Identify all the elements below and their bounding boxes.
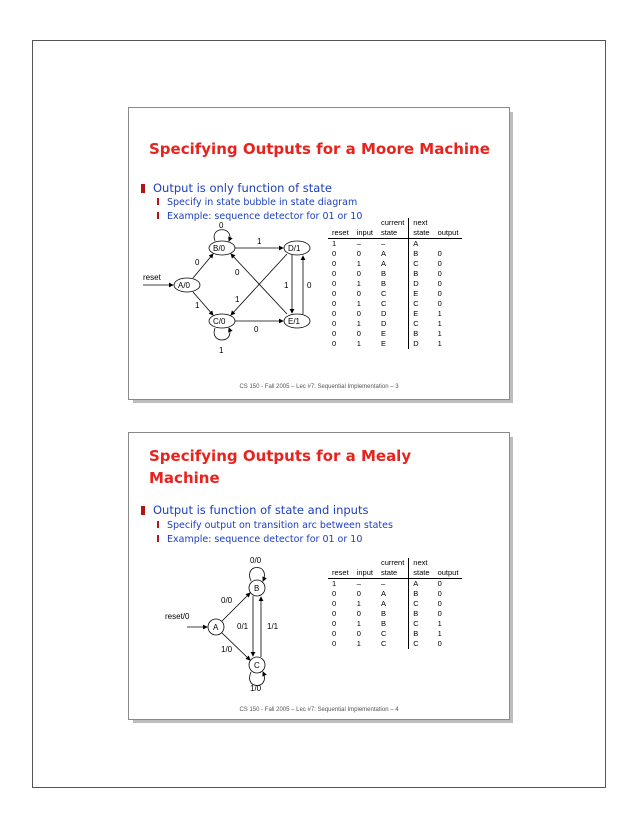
table-cell: – — [380, 239, 386, 248]
table-cell: E — [380, 329, 386, 338]
table-cell: C — [380, 639, 387, 648]
table-header-cell: current — [380, 558, 405, 567]
table-cell: 0 — [332, 639, 337, 648]
table-cell: 0 — [332, 589, 337, 598]
edge-label: 0/1 — [237, 622, 249, 631]
table-header-cell: next — [409, 218, 434, 228]
table-cell: C — [380, 289, 387, 298]
table-cell: C — [409, 319, 434, 329]
edge-label: 1 — [219, 346, 224, 355]
table-row — [328, 579, 462, 590]
table-cell: 1 — [356, 599, 361, 608]
state-d-label: D/1 — [288, 244, 301, 253]
table-cell: 0 — [437, 279, 442, 288]
reset-label: reset/0 — [165, 612, 190, 621]
table-row — [328, 339, 462, 349]
table-cell: C — [409, 299, 434, 309]
state-c-label: C/0 — [213, 317, 226, 326]
edge-label: 0 — [235, 268, 240, 277]
table-cell: 0 — [332, 629, 337, 638]
table-cell: – — [356, 579, 361, 588]
edge-label: 1 — [195, 301, 200, 310]
table-header-cell — [353, 218, 377, 228]
table-cell: 0 — [356, 289, 361, 298]
state-d — [284, 241, 310, 255]
table-cell: 0 — [356, 609, 361, 618]
table-cell: C — [409, 599, 434, 609]
table-cell: 0 — [356, 249, 361, 258]
table-header-cell: reset — [328, 228, 353, 239]
table-cell: E — [409, 309, 434, 319]
table-cell: B — [380, 279, 386, 288]
table-header — [328, 568, 462, 579]
table-cell: 1 — [332, 579, 337, 588]
state-e — [284, 314, 310, 328]
table-cell: 0 — [356, 309, 361, 318]
table-header-cell: output — [434, 228, 463, 239]
table-cell: 0 — [437, 639, 442, 648]
table-cell: E — [409, 289, 434, 299]
table-cell: 1 — [332, 239, 337, 248]
slide-title-line: Specifying Outputs for a Mealy — [149, 447, 412, 465]
table-cell: B — [409, 629, 434, 639]
table-cell: 0 — [332, 329, 337, 338]
table-cell: C — [380, 299, 387, 308]
moore-transition-table — [328, 218, 462, 349]
reset-label: reset — [143, 273, 161, 282]
table-cell: B — [380, 269, 386, 278]
table-row — [328, 289, 462, 299]
table-cell: C — [409, 259, 434, 269]
table-cell: A — [380, 249, 386, 258]
table-header-cell: input — [353, 568, 377, 579]
table-row — [328, 269, 462, 279]
table-row — [328, 619, 462, 629]
edge-label: 1 — [257, 237, 262, 246]
table-cell: 1 — [437, 329, 442, 338]
table-cell: D — [380, 309, 387, 318]
table-header-cell: current — [380, 218, 405, 227]
table-cell: A — [409, 579, 434, 590]
table-cell: 1 — [356, 299, 361, 308]
table-cell: 0 — [332, 609, 337, 618]
table-cell — [434, 239, 463, 250]
table-cell: 0 — [332, 269, 337, 278]
state-b — [249, 580, 265, 596]
table-row — [328, 599, 462, 609]
slide-title: Specifying Outputs for a Moore Machine — [149, 140, 490, 158]
table-cell: 0 — [332, 619, 337, 628]
table-cell: 0 — [437, 269, 442, 278]
table-header-cell — [434, 218, 463, 228]
bullet-text: Output is only function of state — [153, 181, 332, 195]
table-cell: E — [380, 339, 386, 348]
table-cell: 0 — [437, 609, 442, 618]
table-row — [328, 299, 462, 309]
state-a-label: A — [213, 623, 219, 632]
table-cell: 1 — [356, 279, 361, 288]
edge-label: 0 — [307, 281, 312, 290]
table-cell: 0 — [356, 329, 361, 338]
table-row — [328, 629, 462, 639]
table-cell: D — [380, 319, 387, 328]
state-a — [174, 278, 200, 292]
table-header-cell: reset — [328, 568, 353, 579]
table-header-top — [328, 218, 462, 228]
edge-label: 0 — [195, 258, 200, 267]
table-cell: A — [380, 599, 386, 608]
table-header-cell — [353, 558, 377, 568]
table-cell: 0 — [437, 259, 442, 268]
table-cell: 1 — [437, 619, 442, 628]
sub-bullet — [157, 197, 357, 208]
edge-label: 1/1 — [267, 622, 279, 631]
table-cell: A — [380, 259, 386, 268]
sub-bullet — [157, 534, 362, 545]
table-header-cell: output — [434, 568, 463, 579]
table-row — [328, 329, 462, 339]
state-b — [209, 241, 235, 255]
table-cell: 0 — [332, 259, 337, 268]
edge-label: 0 — [219, 221, 224, 230]
table-cell: 0 — [332, 299, 337, 308]
table-cell: – — [356, 239, 361, 248]
moore-state-diagram — [129, 221, 329, 378]
table-cell: 0 — [437, 589, 442, 598]
slide-footer: CS 150 - Fall 2005 – Lec #7: Sequential Implementation – 3 — [239, 384, 399, 390]
edge-label: 0 — [254, 325, 259, 334]
edge-label: 1/0 — [250, 684, 262, 693]
state-c — [209, 314, 235, 328]
table-cell: – — [380, 579, 386, 588]
table-cell: 1 — [437, 339, 442, 348]
slide-footer: CS 150 - Fall 2005 – Lec #7: Sequential Implementation – 4 — [239, 707, 399, 713]
table-row — [328, 309, 462, 319]
edge-label: 1 — [284, 281, 289, 290]
table-header-cell: input — [353, 228, 377, 239]
slide-moore — [128, 107, 510, 400]
table-row — [328, 639, 462, 649]
table-header-cell: state — [377, 568, 409, 579]
table-cell: B — [409, 269, 434, 279]
table-cell: 0 — [332, 279, 337, 288]
table-header-cell: state — [409, 568, 434, 579]
table-cell: B — [409, 329, 434, 339]
table-cell: A — [409, 239, 434, 250]
slide-mealy — [128, 432, 510, 720]
state-a-label: A/0 — [178, 281, 191, 290]
table-cell: 0 — [437, 249, 442, 258]
table-cell: 1 — [437, 319, 442, 328]
table-cell: A — [380, 589, 386, 598]
table-row — [328, 279, 462, 289]
sub-bullet-text: Specify output on transition arc between states — [167, 520, 393, 531]
table-header-cell — [328, 558, 353, 568]
slide-title-line: Machine — [149, 469, 220, 487]
slide-title — [149, 445, 411, 489]
table-cell: B — [409, 609, 434, 619]
table-cell: C — [409, 639, 434, 649]
table-cell: D — [409, 339, 434, 349]
table-cell: 0 — [332, 599, 337, 608]
edge-label: 0/0 — [250, 556, 262, 565]
bullet — [141, 181, 332, 195]
mealy-transition-table — [328, 558, 462, 649]
table-header-cell: next — [409, 558, 434, 568]
table-cell: 1 — [356, 319, 361, 328]
table-cell: B — [409, 249, 434, 259]
table-cell: 0 — [437, 579, 442, 588]
table-row — [328, 259, 462, 269]
table-cell: 1 — [356, 639, 361, 648]
table-cell: 0 — [437, 289, 442, 298]
table-cell: D — [409, 279, 434, 289]
table-cell: 1 — [437, 629, 442, 638]
table-cell: B — [380, 619, 386, 628]
table-cell: 0 — [437, 599, 442, 608]
table-cell: 0 — [332, 249, 337, 258]
table-row — [328, 589, 462, 599]
table-row — [328, 609, 462, 619]
state-a — [208, 619, 224, 635]
state-b-label: B/0 — [213, 244, 226, 253]
table-cell: B — [409, 589, 434, 599]
table-header-cell: state — [409, 228, 434, 239]
state-e-label: E/1 — [288, 317, 301, 326]
state-c-label: C — [254, 661, 260, 670]
table-row — [328, 249, 462, 259]
table-cell: 1 — [437, 309, 442, 318]
sub-bullet-text: Example: sequence detector for 01 or 10 — [167, 211, 363, 222]
table-row — [328, 239, 462, 250]
table-header-cell — [328, 218, 353, 228]
table-cell: C — [409, 619, 434, 629]
table-header-cell: state — [377, 228, 409, 239]
table-cell: 0 — [356, 629, 361, 638]
table-cell: 0 — [332, 319, 337, 328]
state-c — [249, 657, 265, 673]
sub-bullet-text: Example: sequence detector for 01 or 10 — [167, 534, 363, 545]
table-cell: 1 — [356, 259, 361, 268]
edge-label: 1/0 — [221, 645, 233, 654]
table-cell: B — [380, 609, 386, 618]
edge-label: 1 — [235, 295, 240, 304]
bullet-text: Output is function of state and inputs — [153, 503, 369, 517]
table-row — [328, 319, 462, 329]
table-header-cell — [434, 558, 463, 568]
table-cell: 0 — [332, 289, 337, 298]
mealy-state-diagram — [129, 553, 329, 698]
state-b-label: B — [254, 584, 260, 593]
table-cell: 0 — [356, 269, 361, 278]
table-cell: 0 — [332, 309, 337, 318]
sub-bullet — [157, 520, 393, 531]
sub-bullet-text: Specify in state bubble in state diagram — [167, 197, 358, 208]
table-cell: 0 — [356, 589, 361, 598]
table-header — [328, 228, 462, 239]
table-cell: 0 — [332, 339, 337, 348]
table-cell: 1 — [356, 619, 361, 628]
bullet — [141, 503, 368, 517]
table-cell: 0 — [437, 299, 442, 308]
table-header-top — [328, 558, 462, 568]
table-cell: C — [380, 629, 387, 638]
edge-label: 0/0 — [221, 596, 233, 605]
table-cell: 1 — [356, 339, 361, 348]
